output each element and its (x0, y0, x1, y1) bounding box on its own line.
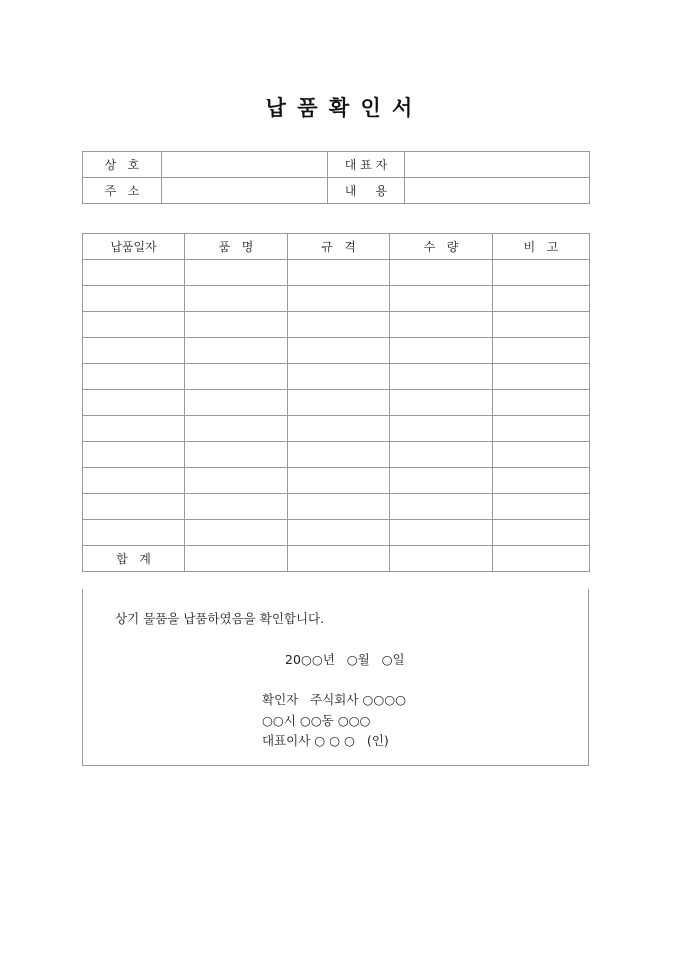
table-row (83, 390, 590, 416)
table-row (83, 416, 590, 442)
confirmer-company: 확인자 주식회사 ○○○○ (262, 692, 407, 707)
table-cell[interactable] (288, 442, 390, 468)
table-cell[interactable] (390, 286, 493, 312)
header-remarks: 비 고 (493, 234, 590, 260)
table-row (83, 520, 590, 546)
table-cell[interactable] (288, 416, 390, 442)
table-row (83, 442, 590, 468)
table-cell[interactable] (185, 364, 288, 390)
company-info-row (83, 152, 590, 178)
table-cell[interactable] (288, 494, 390, 520)
table-cell[interactable] (390, 364, 493, 390)
table-row (83, 260, 590, 286)
table-cell[interactable] (390, 468, 493, 494)
table-cell[interactable] (83, 520, 185, 546)
table-cell[interactable] (493, 416, 590, 442)
table-cell[interactable] (185, 416, 288, 442)
total-cell[interactable] (390, 546, 493, 572)
table-cell[interactable] (288, 390, 390, 416)
content-field[interactable] (405, 178, 590, 204)
table-cell[interactable] (185, 286, 288, 312)
total-cell[interactable] (185, 546, 288, 572)
table-cell[interactable] (390, 442, 493, 468)
table-cell[interactable] (493, 260, 590, 286)
table-cell[interactable] (185, 494, 288, 520)
table-cell[interactable] (185, 468, 288, 494)
table-cell[interactable] (83, 494, 185, 520)
table-cell[interactable] (493, 442, 590, 468)
table-cell[interactable] (493, 390, 590, 416)
table-cell[interactable] (288, 364, 390, 390)
header-delivery-date: 납품일자 (83, 234, 185, 260)
table-row (83, 338, 590, 364)
confirmation-date: 20○○년 ○월 ○일 (285, 652, 405, 667)
address-label: 주 소 (83, 178, 162, 204)
table-cell[interactable] (83, 390, 185, 416)
delivery-items-table (82, 233, 590, 572)
table-row (83, 312, 590, 338)
address-field[interactable] (162, 178, 328, 204)
representative-label: 대 표 자 (328, 152, 405, 178)
header-row (83, 234, 590, 260)
table-row (83, 364, 590, 390)
table-cell[interactable] (390, 390, 493, 416)
table-cell[interactable] (493, 338, 590, 364)
table-cell[interactable] (390, 338, 493, 364)
table-cell[interactable] (390, 312, 493, 338)
table-row (83, 468, 590, 494)
table-cell[interactable] (390, 416, 493, 442)
table-cell[interactable] (288, 260, 390, 286)
table-cell[interactable] (493, 468, 590, 494)
table-cell[interactable] (83, 364, 185, 390)
table-cell[interactable] (288, 312, 390, 338)
table-cell[interactable] (493, 494, 590, 520)
confirmation-section (82, 589, 589, 766)
table-cell[interactable] (185, 312, 288, 338)
confirmer-representative: 대표이사 ○ ○ ○ (인) (262, 733, 389, 748)
table-cell[interactable] (83, 260, 185, 286)
table-cell[interactable] (185, 260, 288, 286)
table-cell[interactable] (390, 260, 493, 286)
table-cell[interactable] (288, 520, 390, 546)
table-row (83, 494, 590, 520)
table-cell[interactable] (83, 416, 185, 442)
table-cell[interactable] (185, 390, 288, 416)
table-cell[interactable] (83, 286, 185, 312)
representative-field[interactable] (405, 152, 590, 178)
table-row (83, 286, 590, 312)
table-cell[interactable] (83, 338, 185, 364)
table-cell[interactable] (83, 312, 185, 338)
table-cell[interactable] (493, 286, 590, 312)
header-item-name: 품 명 (185, 234, 288, 260)
header-quantity: 수 량 (390, 234, 493, 260)
table-cell[interactable] (83, 468, 185, 494)
table-cell[interactable] (185, 442, 288, 468)
table-cell[interactable] (185, 520, 288, 546)
table-cell[interactable] (493, 520, 590, 546)
total-label: 합 계 (83, 546, 185, 572)
company-field[interactable] (162, 152, 328, 178)
company-info-table (82, 151, 590, 204)
table-cell[interactable] (390, 494, 493, 520)
table-cell[interactable] (493, 364, 590, 390)
total-cell[interactable] (288, 546, 390, 572)
header-specification: 규 격 (288, 234, 390, 260)
total-cell[interactable] (493, 546, 590, 572)
table-cell[interactable] (493, 312, 590, 338)
confirmation-statement: 상기 물품을 납품하였음을 확인합니다. (115, 611, 325, 626)
table-cell[interactable] (185, 338, 288, 364)
document-title: 납 품 확 인 서 (265, 96, 415, 120)
table-cell[interactable] (390, 520, 493, 546)
table-cell[interactable] (83, 442, 185, 468)
company-label: 상 호 (83, 152, 162, 178)
table-cell[interactable] (288, 286, 390, 312)
table-cell[interactable] (288, 468, 390, 494)
content-label: 내 용 (328, 178, 405, 204)
table-cell[interactable] (288, 338, 390, 364)
total-row (83, 546, 590, 572)
company-info-row (83, 178, 590, 204)
confirmer-address: ○○시 ○○동 ○○○ (262, 713, 371, 728)
